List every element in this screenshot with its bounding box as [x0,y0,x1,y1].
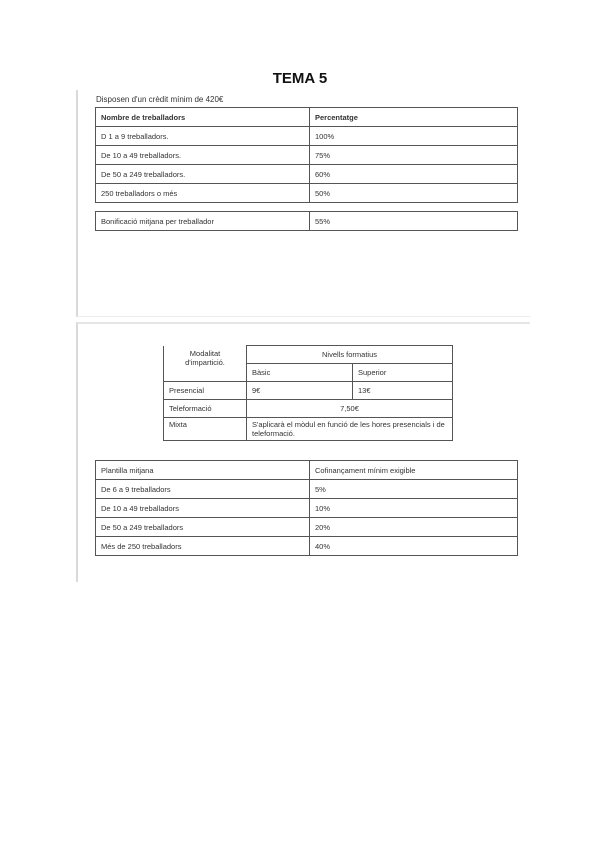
column-header: Plantilla mitjana [96,461,310,480]
table-cell: De 10 a 49 treballadors [96,499,310,518]
table-row [164,400,453,418]
row-header: Presencial [164,382,247,400]
table-cell: 250 treballadors o més [96,184,310,203]
table-row [96,537,518,556]
table-cell: De 6 a 9 treballadors [96,480,310,499]
table-row [96,499,518,518]
table-header-row [96,108,518,127]
table-cell: Més de 250 treballadors [96,537,310,556]
table-row [96,212,518,231]
table-cell: 50% [310,184,518,203]
group-header: Nivells formatius [247,346,453,364]
table-cell: De 10 a 49 treballadors. [96,146,310,165]
table-cell: 9€ [247,382,353,400]
average-bonus-table [95,211,518,231]
table-cell: 60% [310,165,518,184]
table-cell: 100% [310,127,518,146]
table-cell: 10% [310,499,518,518]
column-header: Superior [353,364,453,382]
intro-text: Disposen d'un crèdit mínim de 420€ [96,95,224,104]
table-cell: Bonificació mitjana per treballador [96,212,310,231]
column-header: Cofinançament mínim exigible [310,461,518,480]
table-cell: 13€ [353,382,453,400]
table-cell: 55% [310,212,518,231]
cofinancing-table [95,460,518,556]
corner-header: Modalitat d'impartició. [164,346,247,382]
workers-percentage-table [95,107,518,203]
table-row [96,480,518,499]
table-header-row [164,346,453,364]
column-header: Nombre de treballadors [96,108,310,127]
table-cell: 7,50€ [247,400,453,418]
table-cell: 75% [310,146,518,165]
table-row [164,382,453,400]
column-header: Percentatge [310,108,518,127]
table-row [96,184,518,203]
table-row [164,418,453,441]
table-cell: D 1 a 9 treballadors. [96,127,310,146]
table-row [96,146,518,165]
table-cell: De 50 a 249 treballadors [96,518,310,537]
training-modality-table [163,345,453,441]
table-row [96,127,518,146]
row-header: Teleformació [164,400,247,418]
table-cell: De 50 a 249 treballadors. [96,165,310,184]
table-cell: 20% [310,518,518,537]
table-cell: S'aplicarà el mòdul en funció de les hores presencials i de teleformació. [247,418,453,441]
table-cell: 40% [310,537,518,556]
table-header-row [96,461,518,480]
table-cell: 5% [310,480,518,499]
table-row [96,518,518,537]
page-title: TEMA 5 [272,70,328,87]
column-header: Bàsic [247,364,353,382]
row-header: Mixta [164,418,247,441]
table-row [96,165,518,184]
